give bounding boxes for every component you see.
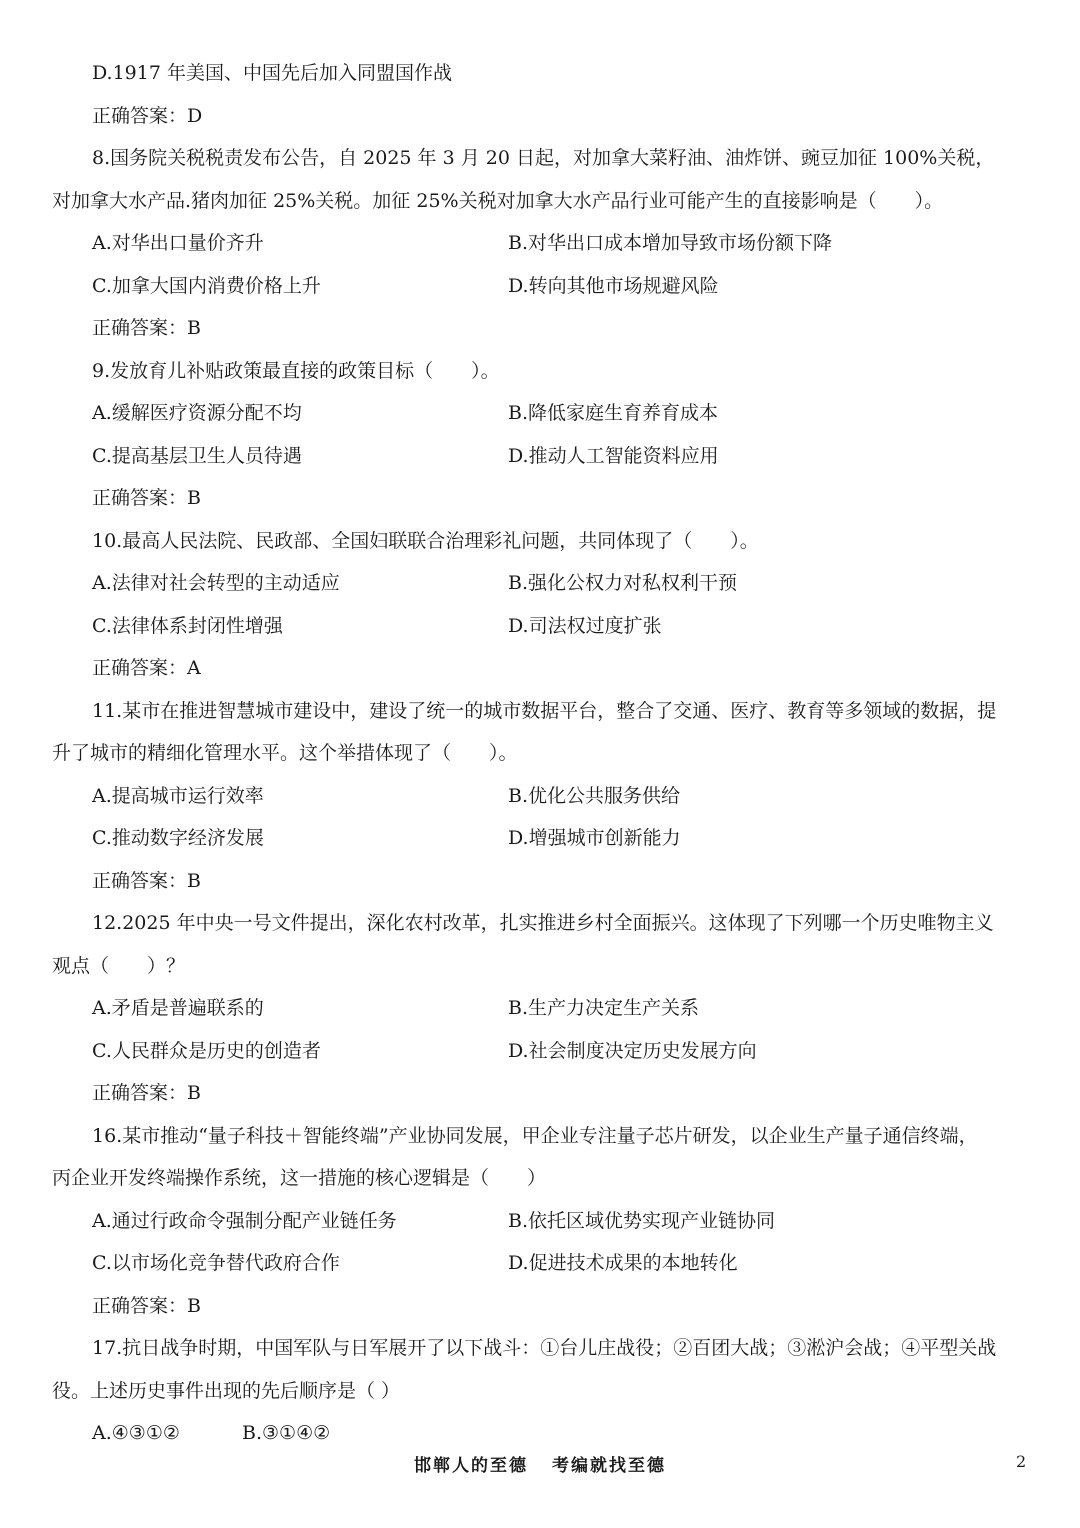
- option-d: D.社会制度决定历史发展方向: [508, 1040, 757, 1062]
- option-a: A.通过行政命令强制分配产业链任务: [92, 1210, 397, 1232]
- answer-line: 正确答案：A: [92, 657, 201, 679]
- footer-slogan-left: 邯郸人的至德: [414, 1456, 528, 1476]
- answer-line: 正确答案：B: [92, 870, 201, 892]
- page-footer: [0, 1451, 1080, 1476]
- option-d: D.增强城市创新能力: [508, 827, 681, 849]
- question-11-text: 11.某市在推进智慧城市建设中，建设了统一的城市数据平台，整合了交通、医疗、教育等多领域的数据，提: [92, 700, 997, 722]
- question-17-text: 17.抗日战争时期，中国军队与日军展开了以下战斗：①台儿庄战役；②百团大战；③淞沪会战；④平型关战: [92, 1337, 997, 1359]
- question-17-text-cont: 役。上述历史事件出现的先后顺序是（ ）: [52, 1380, 401, 1402]
- option-b: B.优化公共服务供给: [508, 785, 681, 807]
- option-c: C.加拿大国内消费价格上升: [92, 275, 321, 297]
- option-a: A.法律对社会转型的主动适应: [92, 572, 340, 594]
- option-a: A.对华出口量价齐升: [92, 232, 264, 254]
- option-line: D.1917 年美国、中国先后加入同盟国作战: [92, 62, 452, 84]
- page-number: 2: [1016, 1452, 1027, 1471]
- question-12-text: 12.2025 年中央一号文件提出，深化农村改革，扎实推进乡村全面振兴。这体现了下列哪一个历史唯物主义: [92, 912, 994, 934]
- option-c: C.人民群众是历史的创造者: [92, 1040, 321, 1062]
- question-8-text: 8.国务院关税税责发布公告，自 2025 年 3 月 20 日起，对加拿大菜籽油、油炸饼、豌豆加征 100%关税，: [92, 147, 995, 169]
- option-d: D.转向其他市场规避风险: [508, 275, 719, 297]
- question-11-text-cont: 升了城市的精细化管理水平。这个举措体现了（ ）。: [52, 742, 518, 764]
- option-b: B.生产力决定生产关系: [508, 997, 700, 1019]
- option-b: B.对华出口成本增加导致市场份额下降: [508, 232, 833, 254]
- question-16-text-cont: 丙企业开发终端操作系统，这一措施的核心逻辑是（ ）: [52, 1167, 547, 1189]
- answer-line: 正确答案：B: [92, 1082, 201, 1104]
- option-b: B.强化公权力对私权利干预: [508, 572, 738, 594]
- question-10-text: 10.最高人民法院、民政部、全国妇联联合治理彩礼问题，共同体现了（ ）。: [92, 530, 759, 552]
- option-c: C.推动数字经济发展: [92, 827, 264, 849]
- option-a: A.提高城市运行效率: [92, 785, 264, 807]
- option-c: C.以市场化竞争替代政府合作: [92, 1252, 340, 1274]
- option-a: A.④③①②: [92, 1422, 180, 1444]
- option-b: B.依托区域优势实现产业链协同: [508, 1210, 776, 1232]
- question-16-text: 16.某市推动“量子科技＋智能终端”产业协同发展，甲企业专注量子芯片研发，以企业生产量子通信终端，: [92, 1125, 978, 1147]
- option-b: B.③①④②: [242, 1422, 331, 1444]
- footer-slogan-right: 考编就找至德: [552, 1456, 666, 1476]
- answer-line: 正确答案：B: [92, 487, 201, 509]
- option-b: B.降低家庭生育养育成本: [508, 402, 719, 424]
- question-12-text-cont: 观点（ ）？: [52, 955, 186, 977]
- answer-line: 正确答案：B: [92, 1295, 201, 1317]
- answer-line: 正确答案：D: [92, 105, 203, 127]
- option-a: A.矛盾是普遍联系的: [92, 997, 264, 1019]
- answer-line: 正确答案：B: [92, 317, 201, 339]
- option-c: C.提高基层卫生人员待遇: [92, 445, 302, 467]
- option-a: A.缓解医疗资源分配不均: [92, 402, 302, 424]
- option-d: D.司法权过度扩张: [508, 615, 662, 637]
- option-d: D.促进技术成果的本地转化: [508, 1252, 738, 1274]
- option-c: C.法律体系封闭性增强: [92, 615, 283, 637]
- question-8-text-cont: 对加拿大水产品.猪肉加征 25%关税。加征 25%关税对加拿大水产品行业可能产生的直接影响是（ ）。: [52, 190, 944, 212]
- option-d: D.推动人工智能资料应用: [508, 445, 719, 467]
- question-9-text: 9.发放育儿补贴政策最直接的政策目标（ ）。: [92, 360, 500, 382]
